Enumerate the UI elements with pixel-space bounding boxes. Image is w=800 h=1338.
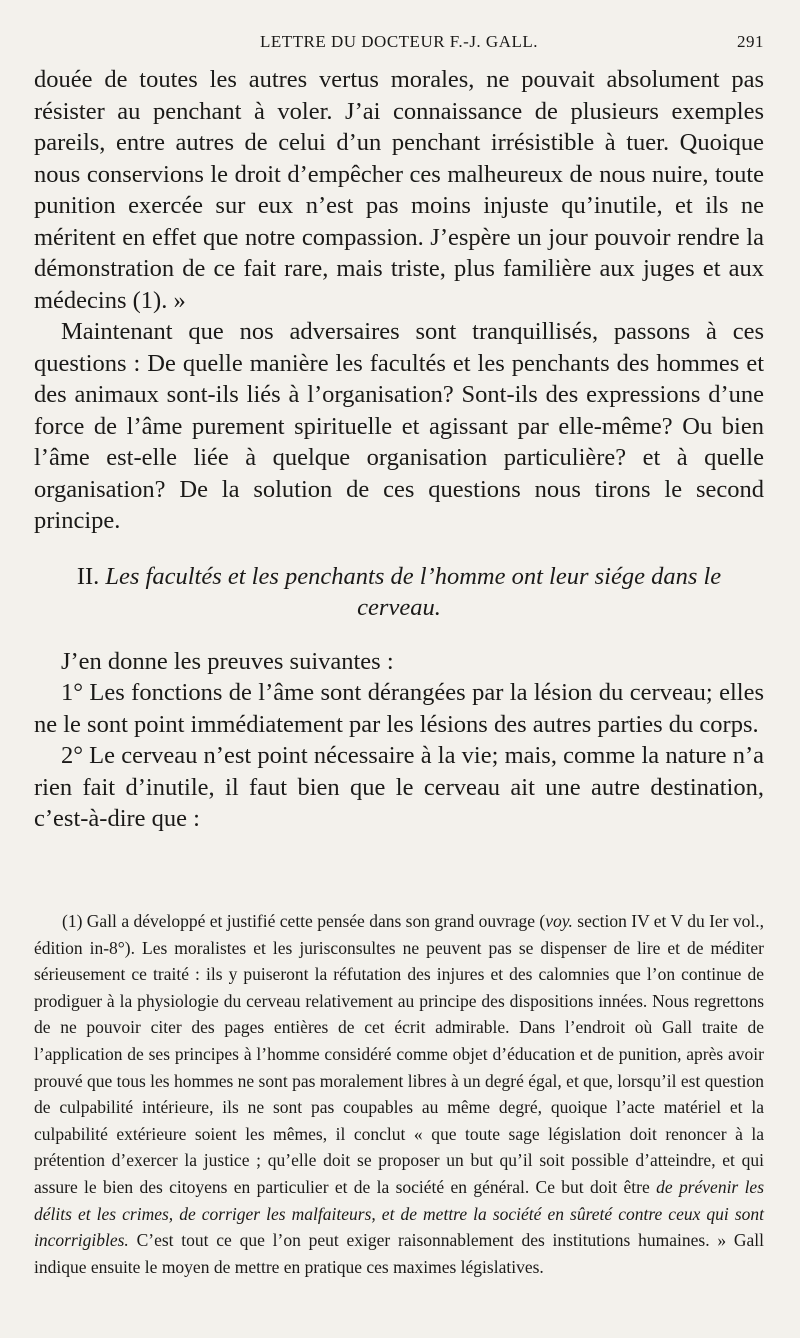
main-text bbox=[34, 64, 764, 835]
paragraph-continuation: douée de toutes les autres vertus morales, ne pouvait absolument pas résister au penchant à voler. J’ai connaissance de plusieurs exemples pareils, entre autres de celui d’un penchant irrésistible à tuer. Quoique nous conservions le droit d’empêcher ces malheureux de nous nuire, toute punition exercée sur eux n’est pas moins injuste qu’inutile, et ils ne méritent en effet que notre compassion. J’espère un jour pouvoir rendre la démonstration de ce fait rare, mais triste, plus familière aux juges et aux médecins (1). » bbox=[34, 66, 764, 314]
footnote-text bbox=[34, 908, 764, 1280]
footnote bbox=[34, 908, 764, 1280]
running-title: LETTRE DU DOCTEUR F.-J. GALL. bbox=[259, 32, 539, 51]
section-number: II. bbox=[76, 562, 100, 590]
section-heading bbox=[34, 561, 764, 624]
footnote-voy: voy. bbox=[545, 911, 573, 931]
footnote-part-1: (1) Gall a développé et justifié cette pensée dans son grand ouvrage ( bbox=[62, 911, 546, 931]
footnote-italic-quote: de prévenir les délits et les crimes, de corriger les malfaiteurs, et de mettre la société en sûreté contre ceux qui sont incorrigibles. bbox=[34, 1176, 765, 1251]
book-page bbox=[34, 0, 764, 1338]
page-number: 291 bbox=[737, 32, 764, 51]
running-head bbox=[34, 32, 764, 58]
footnote-part-3: C’est tout ce que l’on peut exiger raisonnablement des institutions humaines. » Gall indique ensuite le moyen de mettre en pratique ces maximes législatives. bbox=[34, 1230, 764, 1277]
footnote-part-2: section IV et V du Ier vol., édition in-8°). Les moralistes et les jurisconsultes ne peuvent pas se dispenser de lire et de méditer sérieusement ce traité : ils y puiseront la réfutation des injures et des calomnies que l’on continue de prodiguer à la physiologie du cerveau relativement au principe des dispositions innées. Nous regrettons de ne pouvoir citer des pages entières de cet écrit admirable. Dans l’endroit où Gall traite de l’application de ses principes à l’homme considéré comme objet d’éducation et de punition, après avoir prouvé que tous les hommes ne sont pas moralement libres à un degré égal, et que, lorsqu’il est question de culpabilité intérieure, ils ne sont pas coupables au même degré, quoique l’acte matériel et la culpabilité extérieure soient les mêmes, il conclut « que toute sage législation doit renoncer à la prétention d’exercer la justice ; qu’elle doit se proposer un but qu’il soit possible d’atteindre, et qui assure le bien des citoyens en particulier et de la société en général. Ce but doit être bbox=[34, 911, 765, 1197]
paragraph-questions: Maintenant que nos adversaires sont tranquillisés, passons à ces questions : De quelle manière les facultés et les penchants des hommes et des animaux sont-ils liés à l’organisation? Sont-ils des expressions d’une force de l’âme purement spirituelle et agissant par elle-même? Ou bien l’âme est-elle liée à quelque organisation particulière? et à quelle organisation? De la solution de ces questions nous tirons le second principe. bbox=[34, 318, 764, 534]
paragraph-proof-2: 2° Le cerveau n’est point nécessaire à la vie; mais, comme la nature n’a rien fait d’inutile, il faut bien que le cerveau ait une autre destination, c’est-à-dire que : bbox=[34, 742, 764, 832]
paragraph-proofs-intro: J’en donne les preuves suivantes : bbox=[60, 647, 394, 675]
paragraph-proof-1: 1° Les fonctions de l’âme sont dérangées par la lésion du cerveau; elles ne le sont point immédiatement par les lésions des autres parties du corps. bbox=[34, 679, 764, 738]
section-title: Les facultés et les penchants de l’homme ont leur siége dans le cerveau. bbox=[105, 562, 722, 621]
